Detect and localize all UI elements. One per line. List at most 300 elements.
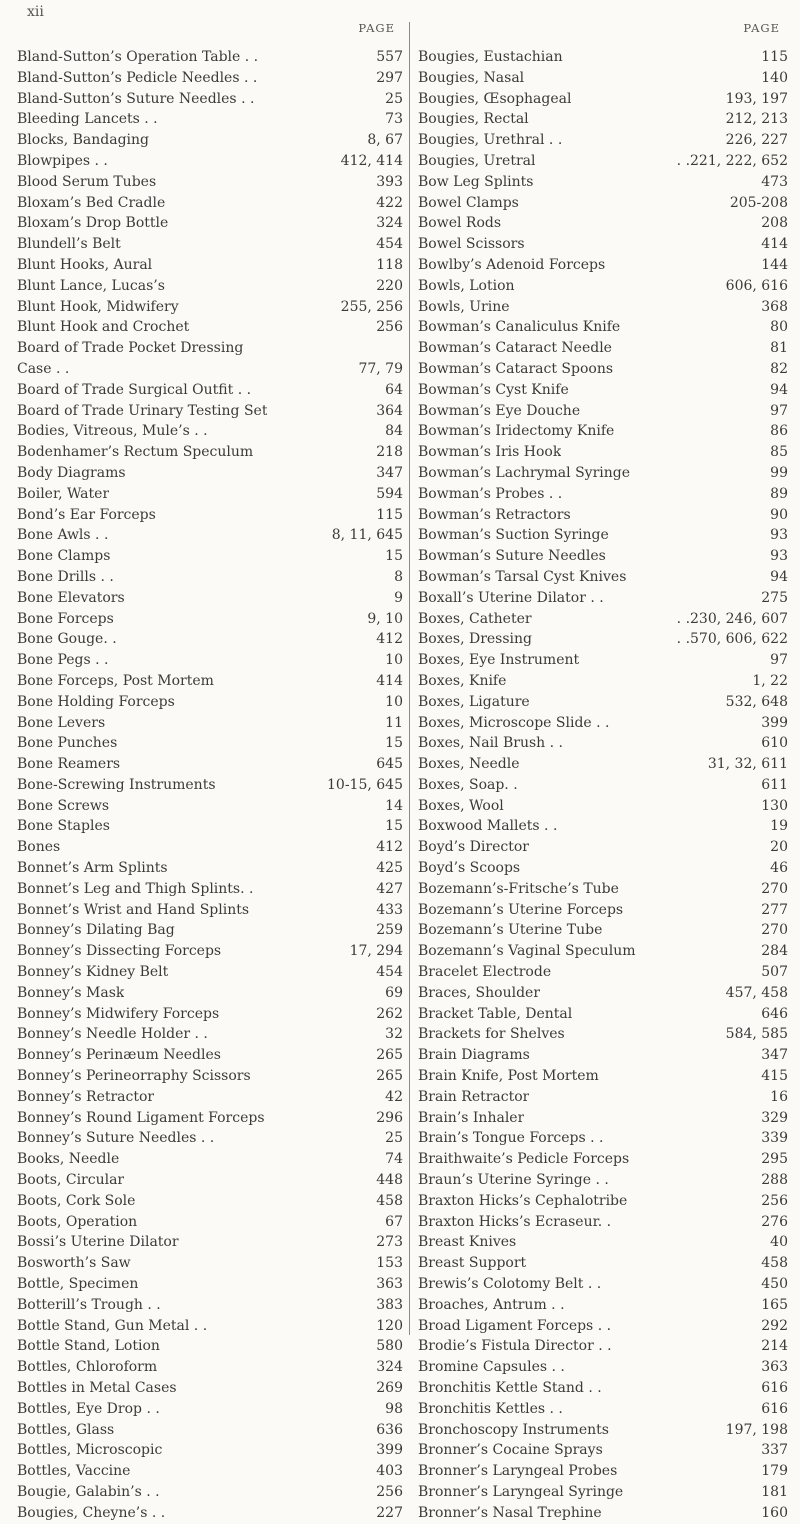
index-entry	[17, 380, 403, 401]
entry-name: Boxes, Catheter	[418, 610, 532, 627]
entry-page-ref: 97	[770, 402, 788, 419]
entry-name: Bowel Scissors	[418, 236, 525, 253]
entry-page-ref: 412	[376, 631, 403, 648]
entry-name: Bone Forceps, Post Mortem	[17, 672, 214, 689]
index-entry	[418, 109, 788, 130]
entry-name: Bow Leg Splints	[418, 173, 534, 190]
entry-page-ref: 205-208	[729, 194, 788, 211]
entry-name: Bowman’s Suction Syringe	[418, 527, 609, 544]
index-entry	[17, 1232, 403, 1253]
entry-name: Bronner’s Laryngeal Syringe	[418, 1483, 624, 1500]
entry-name: Bland-Sutton’s Operation Table . .	[17, 49, 259, 65]
index-entry	[17, 484, 403, 505]
entry-page-ref: 40	[770, 1234, 788, 1251]
entry-page-ref: 11	[385, 714, 403, 731]
entry-name: Bond’s Ear Forceps	[17, 506, 156, 523]
index-column-left	[17, 21, 403, 1524]
entry-name: Bodenhamer’s Rectum Speculum	[17, 444, 254, 461]
entry-name: Bonney’s Midwifery Forceps	[17, 1005, 220, 1022]
entry-page-ref: 193, 197	[725, 90, 788, 107]
entry-page-ref: 363	[376, 1276, 403, 1293]
entry-name: Bowman’s Retractors	[418, 506, 571, 523]
entry-page-ref: 532, 648	[725, 693, 788, 710]
index-entry	[17, 338, 403, 359]
entry-page-ref: 20	[770, 839, 788, 856]
index-list-right	[418, 47, 788, 1524]
entry-name: Brewis’s Colotomy Belt . .	[418, 1276, 602, 1293]
entry-page-ref: 10	[385, 693, 403, 710]
entry-page-ref: 259	[376, 922, 403, 939]
entry-name: Board of Trade Pocket Dressing	[17, 340, 244, 357]
entry-name: Bowls, Urine	[418, 298, 510, 315]
entry-name: Brackets for Shelves	[418, 1026, 565, 1043]
entry-name: Bonney’s Kidney Belt	[17, 964, 169, 981]
entry-name: Boots, Circular	[17, 1172, 125, 1189]
entry-name: Bonney’s Dilating Bag	[17, 922, 175, 939]
entry-name: Bronchitis Kettle Stand . .	[418, 1380, 602, 1396]
entry-page-ref: 120	[376, 1317, 403, 1334]
index-entry	[418, 1482, 788, 1503]
entry-name: Bonney’s Perinæum Needles	[17, 1047, 221, 1064]
index-entry	[418, 1087, 788, 1108]
entry-name: Blunt Hooks, Aural	[17, 256, 153, 273]
entry-page-ref: 160	[761, 1504, 788, 1521]
entry-name: Bone Elevators	[17, 589, 125, 606]
index-entry	[418, 193, 788, 214]
entry-name: Boots, Operation	[17, 1213, 138, 1230]
entry-page-ref: 8, 67	[367, 132, 403, 149]
entry-name: Boxes, Microscope Slide . .	[418, 714, 610, 731]
entry-page-ref: 458	[761, 1255, 788, 1272]
index-entry	[17, 1045, 403, 1066]
index-entry	[418, 900, 788, 921]
entry-page-ref: 646	[761, 1005, 788, 1022]
entry-name: Bowman’s Suture Needles	[418, 548, 606, 565]
entry-name: Braces, Shoulder	[418, 984, 541, 1001]
entry-page-ref: 458	[376, 1192, 403, 1209]
index-entry	[17, 1295, 403, 1316]
entry-name: Boxall’s Uterine Dilator . .	[418, 589, 604, 606]
entry-page-ref: 292	[761, 1317, 788, 1334]
entry-page-ref: 256	[376, 319, 403, 336]
entry-name: Bone Punches	[17, 735, 118, 752]
index-entry	[17, 109, 403, 130]
entry-name: Books, Needle	[17, 1151, 120, 1168]
index-entry	[17, 1482, 403, 1503]
entry-name: Bowel Clamps	[418, 194, 519, 211]
entry-page-ref: 270	[761, 880, 788, 897]
index-entry	[418, 1274, 788, 1295]
entry-page-ref: 412, 414	[340, 152, 403, 169]
index-entry	[17, 775, 403, 796]
index-entry	[17, 1253, 403, 1274]
index-entry	[418, 671, 788, 692]
entry-name: Bowls, Lotion	[418, 277, 515, 294]
entry-page-ref: 296	[376, 1109, 403, 1126]
entry-name: Bossi’s Uterine Dilator	[17, 1234, 179, 1251]
entry-page-ref: 8	[394, 568, 403, 585]
entry-name: Boiler, Water	[17, 485, 110, 502]
entry-page-ref: 265	[376, 1047, 403, 1064]
entry-name: Board of Trade Surgical Outfit . .	[17, 381, 252, 398]
entry-page-ref: 93	[770, 527, 788, 544]
entry-name: Bougies, Uretral	[418, 152, 536, 169]
entry-page-ref: 368	[761, 298, 788, 315]
index-entry	[418, 234, 788, 255]
entry-page-ref: 295	[761, 1151, 788, 1168]
entry-page-ref: 255, 256	[340, 298, 403, 315]
entry-name: Bowman’s Probes . .	[418, 485, 563, 502]
index-entry	[17, 1378, 403, 1399]
index-entry	[17, 276, 403, 297]
entry-name: Bonney’s Dissecting Forceps	[17, 943, 222, 960]
entry-page-ref: 82	[770, 360, 788, 377]
entry-page-ref: 611	[761, 776, 788, 793]
index-entry	[17, 1128, 403, 1149]
entry-page-ref: 69	[385, 984, 403, 1001]
entry-page-ref: 31, 32, 611	[707, 756, 788, 773]
entry-page-ref: . .230, 246, 607	[676, 610, 788, 627]
entry-page-ref: 616	[761, 1380, 788, 1396]
entry-page-ref: 1, 22	[752, 672, 788, 689]
entry-name: Boyd’s Scoops	[418, 860, 521, 877]
entry-page-ref: 383	[376, 1296, 403, 1313]
entry-name: Bone Forceps	[17, 610, 114, 627]
entry-page-ref: 616	[761, 1400, 788, 1417]
index-entry	[17, 193, 403, 214]
index-entry	[418, 442, 788, 463]
entry-name: Bonnet’s Arm Splints	[17, 860, 168, 877]
entry-page-ref: 218	[376, 444, 403, 461]
entry-name: Bone Reamers	[17, 756, 121, 773]
page-folio: xii	[27, 4, 44, 20]
entry-page-ref: 77, 79	[358, 360, 403, 377]
entry-name: Bronchoscopy Instruments	[418, 1421, 609, 1438]
index-entry	[17, 962, 403, 983]
entry-page-ref: 393	[376, 173, 403, 190]
entry-page-ref: 25	[385, 90, 403, 107]
entry-page-ref: 399	[761, 714, 788, 731]
index-entry	[418, 525, 788, 546]
index-entry	[418, 1503, 788, 1524]
entry-page-ref: 433	[376, 901, 403, 918]
index-entry	[17, 546, 403, 567]
index-entry	[17, 442, 403, 463]
index-entry	[418, 276, 788, 297]
index-entry	[418, 297, 788, 318]
index-entry	[17, 172, 403, 193]
entry-page-ref: 73	[385, 111, 403, 128]
entry-name: Brain’s Inhaler	[418, 1109, 525, 1126]
index-entry	[418, 983, 788, 1004]
index-entry	[17, 1399, 403, 1420]
entry-name: Brain Retractor	[418, 1088, 530, 1105]
entry-page-ref: 329	[761, 1109, 788, 1126]
entry-name: Bottles, Eye Drop . .	[17, 1400, 160, 1417]
entry-page-ref: 297	[376, 69, 403, 86]
index-entry	[17, 463, 403, 484]
index-entry	[17, 837, 403, 858]
entry-name: Blowpipes . .	[17, 152, 108, 169]
index-entry	[418, 89, 788, 110]
index-entry	[418, 733, 788, 754]
entry-name: Blocks, Bandaging	[17, 132, 149, 149]
index-entry	[418, 47, 788, 68]
entry-page-ref: 15	[385, 735, 403, 752]
entry-name: Brain’s Tongue Forceps . .	[418, 1130, 604, 1147]
entry-name: Bosworth’s Saw	[17, 1255, 131, 1272]
entry-name: Bonney’s Perineorraphy Scissors	[17, 1068, 251, 1085]
index-entry	[17, 1149, 403, 1170]
index-entry	[17, 213, 403, 234]
entry-page-ref: 507	[761, 964, 788, 981]
entry-page-ref: 427	[376, 880, 403, 897]
entry-name: Braun’s Uterine Syringe . .	[418, 1172, 609, 1189]
index-entry	[418, 1004, 788, 1025]
index-entry	[418, 546, 788, 567]
entry-name: Bone Holding Forceps	[17, 693, 175, 710]
entry-page-ref: 10-15, 645	[327, 776, 403, 793]
entry-name: Boxes, Needle	[418, 756, 520, 773]
entry-name: Bottles, Chloroform	[17, 1359, 158, 1376]
entry-page-ref: 165	[761, 1296, 788, 1313]
entry-name: Bougie, Galabin’s . .	[17, 1483, 160, 1500]
index-entry	[17, 941, 403, 962]
entry-page-ref: 84	[385, 423, 403, 440]
entry-page-ref: 64	[385, 381, 403, 398]
index-entry	[418, 1461, 788, 1482]
entry-name: Bracelet Electrode	[418, 964, 552, 981]
entry-page-ref: 422	[376, 194, 403, 211]
index-entry	[418, 1253, 788, 1274]
entry-name: Bozemann’s Vaginal Speculum	[418, 943, 636, 960]
entry-name: Bracket Table, Dental	[418, 1005, 573, 1022]
index-entry	[418, 463, 788, 484]
index-entry	[17, 879, 403, 900]
entry-name: Bone-Screwing Instruments	[17, 776, 216, 793]
index-entry	[17, 255, 403, 276]
index-entry	[418, 1295, 788, 1316]
index-entry	[418, 1420, 788, 1441]
index-entry	[17, 1461, 403, 1482]
index-entry	[17, 359, 403, 380]
entry-name: Bonney’s Mask	[17, 984, 125, 1001]
index-entry	[418, 255, 788, 276]
entry-page-ref: 414	[761, 236, 788, 253]
index-entry	[17, 983, 403, 1004]
entry-name: Bromine Capsules . .	[418, 1359, 565, 1376]
entry-page-ref: 288	[761, 1172, 788, 1189]
entry-page-ref: 9	[394, 589, 403, 606]
index-entry	[418, 1440, 788, 1461]
index-entry	[418, 1128, 788, 1149]
index-entry	[17, 816, 403, 837]
entry-page-ref: 208	[761, 215, 788, 232]
entry-name: Brodie’s Fistula Director . .	[418, 1338, 612, 1355]
index-entry	[418, 1232, 788, 1253]
index-entry	[17, 1357, 403, 1378]
index-entry	[17, 900, 403, 921]
entry-name: Bone Staples	[17, 818, 110, 835]
index-entry	[418, 858, 788, 879]
entry-name: Bowman’s Eye Douche	[418, 402, 581, 419]
entry-name: Blunt Hook, Midwifery	[17, 298, 179, 315]
entry-page-ref: 606, 616	[725, 277, 788, 294]
index-entry	[418, 629, 788, 650]
entry-name: Brain Knife, Post Mortem	[418, 1068, 599, 1085]
index-entry	[17, 505, 403, 526]
entry-page-ref: 415	[761, 1068, 788, 1085]
index-entry	[418, 421, 788, 442]
entry-name: Botterill’s Trough . .	[17, 1296, 161, 1313]
entry-name: Boxes, Eye Instrument	[418, 652, 580, 669]
entry-page-ref: 645	[376, 756, 403, 773]
entry-name: Bleeding Lancets . .	[17, 111, 158, 128]
entry-name: Breast Support	[418, 1255, 527, 1272]
index-entry	[418, 816, 788, 837]
entry-name: Bone Awls . .	[17, 527, 109, 544]
entry-page-ref: 220	[376, 277, 403, 294]
index-entry	[418, 380, 788, 401]
index-entry	[17, 1004, 403, 1025]
entry-page-ref: 99	[770, 464, 788, 481]
index-entry	[17, 609, 403, 630]
entry-page-ref: 94	[770, 381, 788, 398]
index-column-right	[418, 21, 788, 1524]
index-entry	[17, 1066, 403, 1087]
index-entry	[17, 151, 403, 172]
entry-page-ref: 153	[376, 1255, 403, 1272]
entry-page-ref: 74	[385, 1151, 403, 1168]
index-entry	[17, 297, 403, 318]
index-entry	[17, 754, 403, 775]
index-entry	[418, 879, 788, 900]
index-list-left	[17, 47, 403, 1524]
index-entry	[418, 941, 788, 962]
entry-name: Broad Ligament Forceps . .	[418, 1317, 612, 1334]
entry-page-ref: 67	[385, 1213, 403, 1230]
index-entry	[17, 89, 403, 110]
entry-name: Bowel Rods	[418, 215, 502, 232]
entry-name: Bottle Stand, Gun Metal . .	[17, 1317, 208, 1334]
entry-page-ref: 8, 11, 645	[331, 527, 403, 544]
index-entry	[17, 317, 403, 338]
entry-name: Bottles, Glass	[17, 1421, 115, 1438]
entry-name: Boxes, Dressing	[418, 631, 533, 648]
entry-name: Braithwaite’s Pedicle Forceps	[418, 1151, 630, 1168]
index-entry	[17, 567, 403, 588]
entry-page-ref: 85	[770, 444, 788, 461]
index-entry	[418, 588, 788, 609]
index-entry	[17, 1108, 403, 1129]
entry-page-ref: 226, 227	[725, 132, 788, 149]
index-entry	[418, 692, 788, 713]
entry-page-ref: 339	[761, 1130, 788, 1147]
entry-page-ref: . .221, 222, 652	[676, 152, 788, 169]
index-entry	[418, 1170, 788, 1191]
index-entry	[17, 588, 403, 609]
entry-page-ref: 584, 585	[725, 1026, 788, 1043]
index-entry	[17, 234, 403, 255]
index-entry	[17, 1420, 403, 1441]
index-entry	[418, 68, 788, 89]
entry-name: Bonney’s Retractor	[17, 1088, 155, 1105]
entry-name: Boxes, Soap. .	[418, 776, 518, 793]
entry-name: Bowman’s Cataract Spoons	[418, 360, 614, 377]
index-entry	[418, 317, 788, 338]
entry-page-ref: 89	[770, 485, 788, 502]
entry-name: Boxes, Nail Brush . .	[418, 735, 563, 752]
index-entry	[418, 796, 788, 817]
entry-name: Bronner’s Nasal Trephine	[418, 1504, 602, 1521]
entry-name: Bodies, Vitreous, Mule’s . .	[17, 423, 208, 440]
entry-page-ref: 269	[376, 1380, 403, 1396]
entry-page-ref: 412	[376, 839, 403, 856]
index-entry	[418, 484, 788, 505]
entry-name: Breast Knives	[418, 1234, 517, 1251]
entry-page-ref: 115	[376, 506, 403, 523]
entry-page-ref: 276	[761, 1213, 788, 1230]
index-entry	[418, 1045, 788, 1066]
entry-page-ref: 16	[770, 1088, 788, 1105]
entry-name: Board of Trade Urinary Testing Set	[17, 402, 268, 419]
index-entry	[17, 920, 403, 941]
entry-page-ref: 181	[761, 1483, 788, 1500]
entry-page-ref: 115	[761, 49, 788, 65]
entry-page-ref: 94	[770, 568, 788, 585]
entry-name: Bougies, Œsophageal	[418, 90, 572, 107]
entry-page-ref: 265	[376, 1068, 403, 1085]
entry-name: Case . .	[17, 360, 70, 377]
entry-name: Broaches, Antrum . .	[418, 1296, 565, 1313]
entry-page-ref: 450	[761, 1276, 788, 1293]
index-entry	[17, 401, 403, 422]
entry-page-ref: 14	[385, 797, 403, 814]
entry-name: Bowman’s Iridectomy Knife	[418, 423, 615, 440]
index-entry	[17, 1191, 403, 1212]
index-entry	[418, 1357, 788, 1378]
entry-page-ref: 10	[385, 652, 403, 669]
index-entry	[17, 1503, 403, 1524]
index-entry	[17, 68, 403, 89]
entry-name: Bottles in Metal Cases	[17, 1380, 177, 1396]
index-entry	[418, 754, 788, 775]
entry-page-ref: 457, 458	[725, 984, 788, 1001]
index-entry	[17, 130, 403, 151]
entry-page-ref: 324	[376, 215, 403, 232]
index-entry	[418, 962, 788, 983]
entry-name: Bougies, Nasal	[418, 69, 525, 86]
entry-name: Bronner’s Cocaine Sprays	[418, 1442, 603, 1459]
index-entry	[17, 858, 403, 879]
entry-name: Bonnet’s Wrist and Hand Splints	[17, 901, 250, 918]
entry-name: Boxwood Mallets . .	[418, 818, 558, 835]
entry-page-ref: 347	[376, 464, 403, 481]
index-entry	[418, 1212, 788, 1233]
entry-name: Boyd’s Director	[418, 839, 529, 856]
entry-name: Bowman’s Tarsal Cyst Knives	[418, 568, 627, 585]
index-entry	[418, 213, 788, 234]
index-entry	[17, 796, 403, 817]
index-entry	[17, 1024, 403, 1045]
entry-name: Bougies, Rectal	[418, 111, 529, 128]
index-entry	[418, 1191, 788, 1212]
entry-page-ref: 81	[770, 340, 788, 357]
entry-page-ref: 448	[376, 1172, 403, 1189]
index-entry	[17, 629, 403, 650]
entry-page-ref: 273	[376, 1234, 403, 1251]
index-entry	[17, 1336, 403, 1357]
